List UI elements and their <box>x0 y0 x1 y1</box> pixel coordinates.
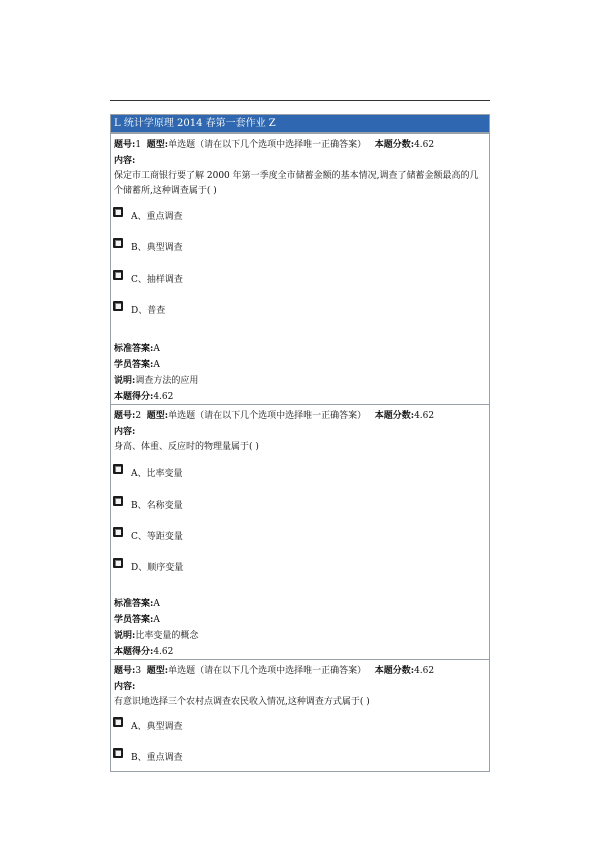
question-3-meta: 题号:3 题型:单选题（请在以下几个选项中选择唯一正确答案） 本题分数:4.62 <box>114 666 435 676</box>
question-score: 4.62 <box>414 411 435 421</box>
question-type: 单选题（请在以下几个选项中选择唯一正确答案） <box>168 140 367 150</box>
content-label: 内容: <box>114 427 136 437</box>
question-number: 1 <box>135 140 142 150</box>
content-label: 内容: <box>114 682 136 692</box>
radio-button[interactable] <box>113 301 123 311</box>
radio-button[interactable] <box>113 464 123 474</box>
radio-button[interactable] <box>113 207 123 217</box>
radio-button[interactable] <box>113 496 123 506</box>
earned-score: 本题得分:4.62 <box>114 647 174 657</box>
question-type: 单选题（请在以下几个选项中选择唯一正确答案） <box>168 666 367 676</box>
question-content: 身高、体重、反应时的物理量属于( ) <box>114 442 259 452</box>
question-content: 有意识地选择三个农村点调查农民收入情况,这种调查方式属于( ) <box>114 697 370 707</box>
student-answer: 学员答案:A <box>114 615 160 625</box>
radio-button[interactable] <box>113 270 123 280</box>
radio-button[interactable] <box>113 558 123 568</box>
question-content: 保定市工商银行要了解 2000 年第一季度全市储蓄金额的基本情况,调查了储蓄金额最高的几个储蓄所,这种调查属于( ) <box>114 171 479 196</box>
explanation: 说明:比率变量的概念 <box>114 631 199 641</box>
question-2: 题号:2 题型:单选题（请在以下几个选项中选择唯一正确答案） 本题分数:4.62 内容: 身高、体重、反应时的物理量属于( ) A、比率变量 B、名称变量 C、等距变量 D、顺序变量 标准答案:A 学员答案:A 说明:比率变量的概念 本题得分:4.62 <box>111 404 489 659</box>
top-divider <box>110 100 490 101</box>
radio-button[interactable] <box>113 748 123 758</box>
homework-sheet <box>110 114 490 772</box>
question-2-meta: 题号:2 题型:单选题（请在以下几个选项中选择唯一正确答案） 本题分数:4.62 <box>114 411 435 421</box>
question-score: 4.62 <box>414 666 435 676</box>
earned-score: 本题得分:4.62 <box>114 392 174 402</box>
question-3: 题号:3 题型:单选题（请在以下几个选项中选择唯一正确答案） 本题分数:4.62 内容: 有意识地选择三个农村点调查农民收入情况,这种调查方式属于( ) A、典型调查 B、重点调查 <box>111 659 489 771</box>
question-score: 4.62 <box>414 140 435 150</box>
question-number: 3 <box>135 666 142 676</box>
radio-button[interactable] <box>113 717 123 727</box>
explanation: 说明:调查方法的应用 <box>114 376 199 386</box>
question-type: 单选题（请在以下几个选项中选择唯一正确答案） <box>168 411 367 421</box>
standard-answer: 标准答案:A <box>114 344 160 354</box>
question-1: 题号:1 题型:单选题（请在以下几个选项中选择唯一正确答案） 本题分数:4.62 内容: 保定市工商银行要了解 2000 年第一季度全市储蓄金额的基本情况,调查了储蓄金额最高的几个储蓄所,这种调查属于( ) A、重点调查 B、典型调查 C、抽样调查 D、普查 标准答案:A 学员答案:A 说明:调查方法的应用 本题得分:4.62 <box>111 133 489 404</box>
question-number: 2 <box>135 411 142 421</box>
standard-answer: 标准答案:A <box>114 599 160 609</box>
question-1-meta: 题号:1 题型:单选题（请在以下几个选项中选择唯一正确答案） 本题分数:4.62 <box>114 140 435 150</box>
student-answer: 学员答案:A <box>114 360 160 370</box>
assignment-title: L 统计学原理 2014 春第一套作业 Z <box>111 115 489 133</box>
radio-button[interactable] <box>113 527 123 537</box>
radio-button[interactable] <box>113 238 123 248</box>
content-label: 内容: <box>114 156 136 166</box>
